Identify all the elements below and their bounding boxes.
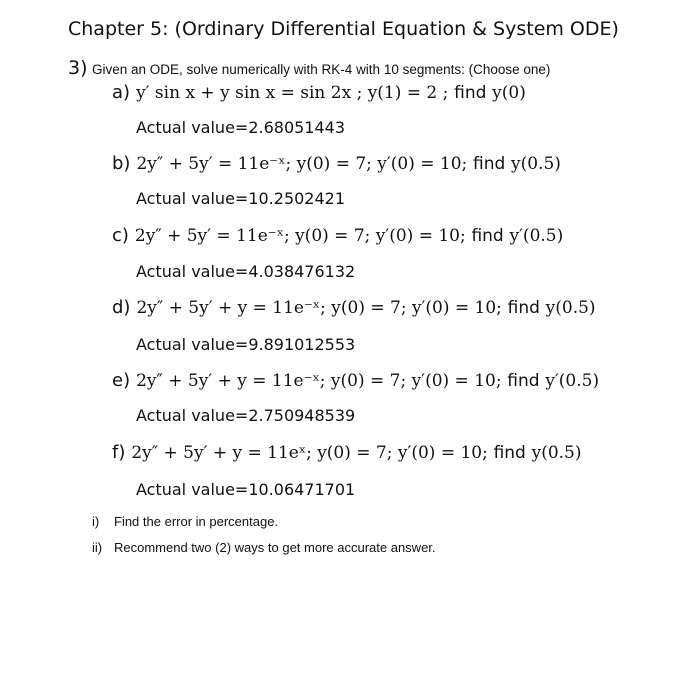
question-header <box>68 57 550 79</box>
actual-value-e: Actual value=2.750948539 <box>136 406 356 425</box>
actual-value-b: Actual value=10.2502421 <box>136 189 346 208</box>
part-e <box>112 370 599 391</box>
find-word: find <box>493 443 526 463</box>
part-equation: 2y″ + 5y′ + y = 11e⁻ˣ; y(0) = 7; y′(0) = 10; <box>136 371 502 391</box>
part-equation: 2y″ + 5y′ = 11e⁻ˣ; y(0) = 7; y′(0) = 10; <box>134 226 466 246</box>
find-word: find <box>472 154 506 174</box>
actual-value-a: Actual value=2.68051443 <box>136 118 346 137</box>
part-label: c) <box>112 225 129 246</box>
question-number: 3) <box>68 57 88 79</box>
part-label: d) <box>112 297 131 318</box>
part-target: y(0.5) <box>531 443 582 463</box>
subquestion-numeral: ii) <box>92 540 103 555</box>
subquestion-ii <box>92 540 436 555</box>
part-label: e) <box>112 370 131 391</box>
chapter-title: Chapter 5: (Ordinary Differential Equation & System ODE) <box>68 18 619 40</box>
part-a <box>112 82 526 103</box>
part-b <box>112 153 561 174</box>
actual-value-d: Actual value=9.891012553 <box>136 335 356 354</box>
part-equation: y′ sin x + y sin x = sin 2x ; y(1) = 2 ; <box>136 83 449 103</box>
subquestion-numeral: i) <box>92 514 100 529</box>
subquestion-text: Find the error in percentage. <box>114 514 279 529</box>
part-target: y(0) <box>492 83 526 103</box>
part-label: a) <box>112 82 131 103</box>
subquestion-i <box>92 514 278 529</box>
part-equation: 2y″ + 5y′ + y = 11eˣ; y(0) = 7; y′(0) = 10; <box>131 443 488 463</box>
find-word: find <box>507 298 540 318</box>
part-d <box>112 297 596 318</box>
part-equation: 2y″ + 5y′ + y = 11e⁻ˣ; y(0) = 7; y′(0) = 10; <box>136 298 502 318</box>
part-f <box>112 442 582 463</box>
actual-value-c: Actual value=4.038476132 <box>136 262 356 281</box>
part-target: y(0.5) <box>545 298 596 318</box>
part-target: y(0.5) <box>511 154 561 174</box>
part-equation: 2y″ + 5y′ = 11e⁻ˣ; y(0) = 7; y′(0) = 10; <box>136 154 468 174</box>
question-text: Given an ODE, solve numerically with RK-4 with 10 segments: (Choose one) <box>91 62 551 77</box>
part-target: y′(0.5) <box>545 371 600 391</box>
part-label: b) <box>112 153 131 174</box>
part-c <box>112 225 563 246</box>
part-label: f) <box>112 442 126 463</box>
find-word: find <box>507 371 540 391</box>
part-target: y′(0.5) <box>509 226 564 246</box>
find-word: find <box>471 226 504 246</box>
find-word: find <box>454 83 487 103</box>
actual-value-f: Actual value=10.06471701 <box>136 480 356 499</box>
subquestion-text: Recommend two (2) ways to get more accurate answer. <box>114 540 436 555</box>
